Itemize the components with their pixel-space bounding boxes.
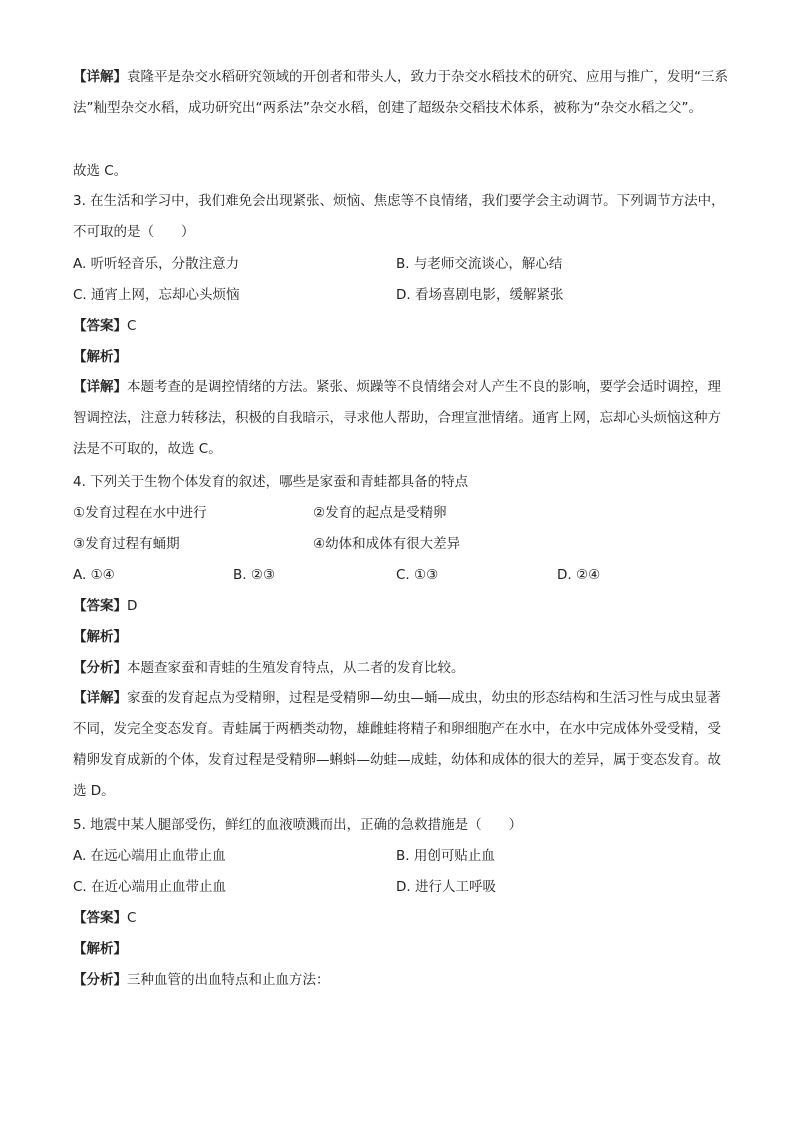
q4-option-c: C. ①③ [396,567,439,583]
q5-option-d: D. 进行人工呼吸 [396,879,496,895]
fenxi-tag: 【分析】 [73,660,127,676]
fenxi-text: 三种血管的出血特点和止血方法： [127,972,330,988]
q3-analysis-heading: 【解析】 [73,349,127,365]
answer-value: C [127,318,137,334]
q4-item-1: ①发育过程在水中进行 [73,505,207,521]
q3-option-b: B. 与老师交流谈心，解心结 [396,256,563,272]
question-5-stem: 5. 地震中某人腿部受伤，鲜红的血液喷溅而出，正确的急救措施是（ ） [73,817,523,833]
q4-analysis-heading: 【解析】 [73,629,127,645]
q3-answer [73,316,136,336]
q5-fenxi [73,970,330,990]
detail-text: 袁隆平是杂交水稻研究领域的开创者和带头人，致力于杂交水稻技术的研究、应用与推广，发明“三系法”籼型杂交水稻，成功研究出“两系法”杂交水稻，创建了超级杂交稻技术体系，被称为“杂交水稻之父”。 [73,69,728,116]
detail-paragraph-q2 [73,62,733,124]
q5-analysis-heading: 【解析】 [73,941,127,957]
detail-text: 本题考查的是调控情绪的方法。紧张、烦躁等不良情绪会对人产生不良的影响，要学会适时调控，理智调控法，注意力转移法，积极的自我暗示，寻求他人帮助，合理宣泄情绪。通宵上网，忘却心头烦恼这种方法是不可取的，故选 C。 [73,379,721,457]
q3-detail-paragraph [73,372,733,465]
answer-value: C [127,910,137,926]
answer-value: D [127,598,138,614]
detail-tag: 【详解】 [73,379,127,395]
q5-option-c: C. 在近心端用止血带止血 [73,879,227,895]
detail-text: 家蚕的发育起点为受精卵，过程是受精卵—幼虫—蛹—成虫，幼虫的形态结构和生活习性与成虫显著不同，发完全变态发育。青蛙属于两栖类动物，雄雌蛙将精子和卵细胞产在水中，在水中完成体外受受精，受精卵发育成新的个体，发育过程是受精卵—蝌蚪—幼蛙—成蛙，幼体和成体的很大的差异，属于变态发育。故选 D。 [73,690,721,799]
q5-option-a: A. 在远心端用止血带止血 [73,848,226,864]
q4-answer [73,596,137,616]
q4-option-d: D. ②④ [557,567,601,583]
q4-item-4: ④幼体和成体有很大差异 [313,536,461,552]
q4-option-a: A. ①④ [73,567,115,583]
detail-tag: 【详解】 [73,690,127,706]
q4-item-2: ②发育的起点是受精卵 [313,505,447,521]
q4-option-b: B. ②③ [233,567,276,583]
q5-answer [73,908,136,928]
answer-tag: 【答案】 [73,910,127,926]
q4-detail-paragraph [73,683,733,807]
answer-tag: 【答案】 [73,318,127,334]
q3-option-a: A. 听听轻音乐，分散注意力 [73,256,240,272]
q3-option-d: D. 看场喜剧电影，缓解紧张 [396,287,564,303]
q4-item-3: ③发育过程有蛹期 [73,536,180,552]
q3-option-c: C. 通宵上网，忘却心头烦恼 [73,287,240,303]
conclusion-q2: 故选 C。 [73,163,128,179]
q5-option-b: B. 用创可贴止血 [396,848,495,864]
question-3-stem: 3. 在生活和学习中，我们难免会出现紧张、烦恼、焦虑等不良情绪，我们要学会主动调节。下列调节方法中，不可取的是（ ） [73,193,725,240]
answer-tag: 【答案】 [73,598,127,614]
detail-tag: 【详解】 [73,69,127,85]
q4-fenxi [73,658,465,678]
question-4-stem: 4. 下列关于生物个体发育的叙述，哪些是家蚕和青蛙都具备的特点 [73,474,469,490]
fenxi-text: 本题查家蚕和青蛙的生殖发育特点，从二者的发育比较。 [127,660,465,676]
fenxi-tag: 【分析】 [73,972,127,988]
